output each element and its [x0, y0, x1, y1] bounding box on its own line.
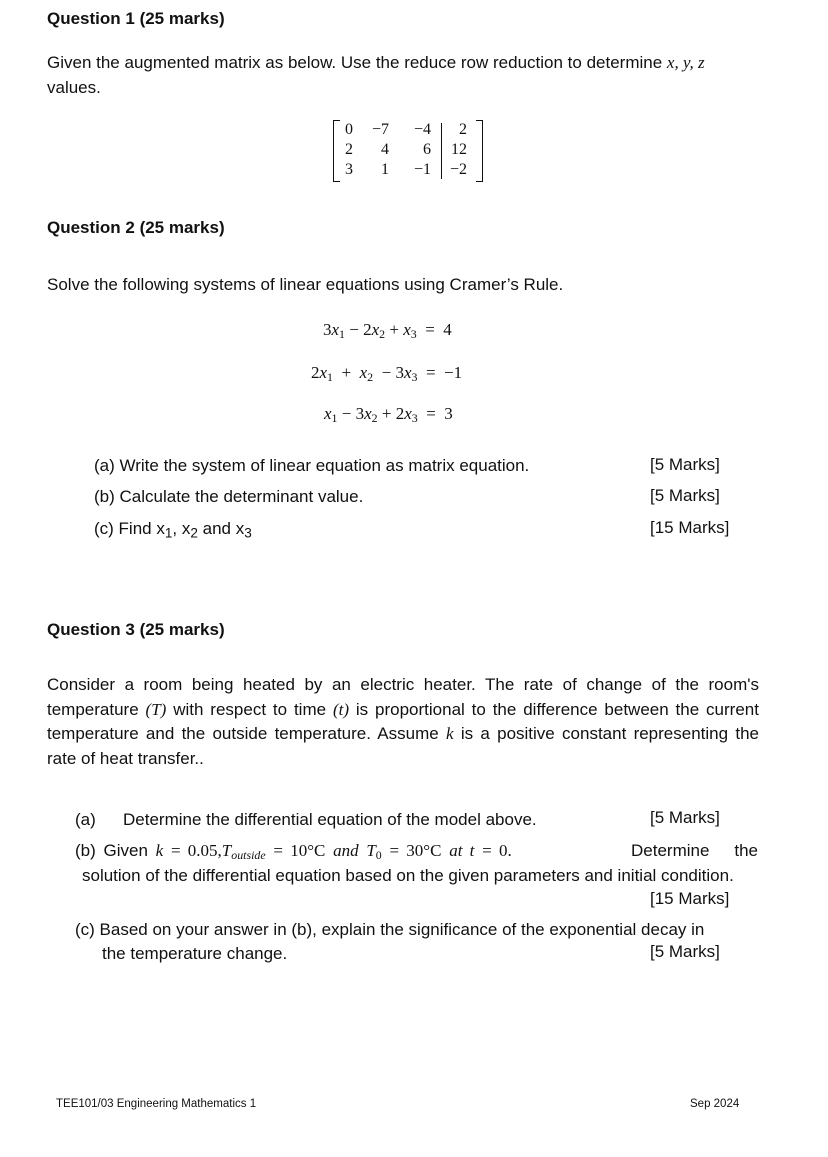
- matrix-cell: −1: [413, 161, 431, 178]
- matrix-cell: 6: [423, 141, 431, 158]
- q2-part-c: [94, 517, 252, 542]
- q3b-and: and: [333, 841, 359, 860]
- q2-part-b-marks: [5 Marks]: [650, 486, 720, 505]
- equation-3: $x_1 - 3x_2 + 2x_3 = 3$: [324, 404, 453, 425]
- q3-p4: is a positive constant representing the rate of heat transfer..: [47, 724, 759, 768]
- q1-vars: x, y, z: [666, 53, 705, 72]
- footer-date: Sep 2024: [690, 1098, 740, 1110]
- q3-part-a-label: (a): [75, 810, 96, 829]
- q2c-prefix: (c) Find x: [94, 519, 165, 538]
- q3b-tout-val: = 10°C: [273, 841, 326, 860]
- q2-part-a: (a) Write the system of linear equation as matrix equation.: [94, 456, 530, 475]
- q2-part-c-marks: [15 Marks]: [650, 518, 730, 537]
- q3-p2: with respect to time: [173, 699, 327, 719]
- q2-part-b: (b) Calculate the determinant value.: [94, 487, 364, 506]
- q3-part-a-text: Determine the differential equation of the model above.: [123, 810, 537, 829]
- equation-2: $2x_1 + x_2 - 3x_3 = -1$: [311, 363, 463, 384]
- q3-p3: is proportional to the difference between the current temperature and the outside temperature. Assume: [47, 699, 759, 743]
- matrix-cell: 4: [381, 141, 389, 158]
- augmented-matrix: [333, 120, 483, 182]
- q2-heading: Question 2 (25 marks): [47, 218, 225, 237]
- q3-part-b-marks: [15 Marks]: [650, 889, 730, 908]
- matrix-right-bracket: [476, 120, 483, 182]
- matrix-cell: −2: [449, 161, 467, 178]
- q3-part-c-line1: (c) Based on your answer in (b), explain the significance of the exponential decay in: [75, 920, 705, 939]
- q1-intro: [47, 51, 777, 100]
- matrix-cell: 0: [345, 121, 353, 138]
- eq3-rhs: 3: [444, 404, 453, 423]
- q3-part-c-marks: [5 Marks]: [650, 942, 720, 961]
- q1-intro-text: Given the augmented matrix as below. Use the reduce row reduction to determine: [47, 53, 663, 72]
- q3-T: (T): [145, 699, 167, 719]
- q3b-tval: = 0.: [482, 841, 512, 860]
- q3b-T: T: [221, 841, 232, 860]
- equation-1: $3x_1 - 2x_2 + x_3 = 4$: [323, 320, 452, 341]
- q3-part-c-line2: the temperature change.: [102, 944, 288, 963]
- eq1-coef1: 3: [323, 320, 332, 339]
- q3-heading: Question 3 (25 marks): [47, 620, 225, 639]
- q2c-sub2: 2: [190, 525, 198, 541]
- matrix-cell: 1: [381, 161, 389, 178]
- eq2-coef1: 2: [311, 363, 320, 382]
- q3b-sub-outside: outside: [231, 847, 266, 862]
- q1-intro-end: values.: [47, 77, 101, 97]
- eq3-coef3: 2: [395, 404, 405, 423]
- q2c-mid2: and x: [197, 519, 245, 538]
- q2-intro: Solve the following systems of linear equations using Cramer’s Rule.: [47, 275, 564, 294]
- q3b-given: Given: [103, 841, 148, 860]
- q3-part-a-marks: [5 Marks]: [650, 808, 720, 827]
- eq3-coef2: 3: [355, 404, 365, 423]
- eq1-rhs: 4: [443, 320, 452, 339]
- q3b-t0-val: = 30°C: [389, 841, 442, 860]
- q3-p1: Consider a room being heated by an electric heater. The rate of change of the room's temperature: [47, 675, 759, 719]
- q1-heading: Question 1 (25 marks): [47, 9, 225, 28]
- matrix-cell: 12: [451, 141, 467, 158]
- matrix-cell: 2: [459, 121, 467, 138]
- eq1-coef2: 2: [363, 320, 372, 339]
- q2c-sub1: 1: [164, 525, 173, 541]
- q3b-sub0: 0: [375, 847, 382, 862]
- q3b-at: at t: [449, 841, 475, 860]
- eq2-coef3: 3: [395, 363, 404, 382]
- q3-k: k: [446, 724, 454, 743]
- matrix-cell: −7: [371, 121, 389, 138]
- q2-part-a-marks: [5 Marks]: [650, 455, 720, 474]
- matrix-cell: −4: [413, 121, 431, 138]
- matrix-cell: 2: [345, 141, 353, 158]
- q3b-kval: = 0.05,: [170, 841, 222, 860]
- q3b-T0: T: [366, 841, 376, 860]
- q3-t: (t): [332, 699, 349, 719]
- eq2-rhs: −1: [444, 363, 463, 382]
- q2c-sub3: 3: [244, 525, 252, 541]
- q3-part-b-rest: Determine the solution of the differential equation based on the given parameters and initial condition.: [82, 841, 758, 885]
- q3b-k: k: [155, 841, 164, 860]
- q3-intro: [47, 673, 759, 771]
- q3b-label: (b): [75, 841, 96, 860]
- q2c-mid1: , x: [172, 519, 191, 538]
- footer-course: TEE101/03 Engineering Mathematics 1: [56, 1098, 257, 1110]
- matrix-cell: 3: [345, 161, 353, 178]
